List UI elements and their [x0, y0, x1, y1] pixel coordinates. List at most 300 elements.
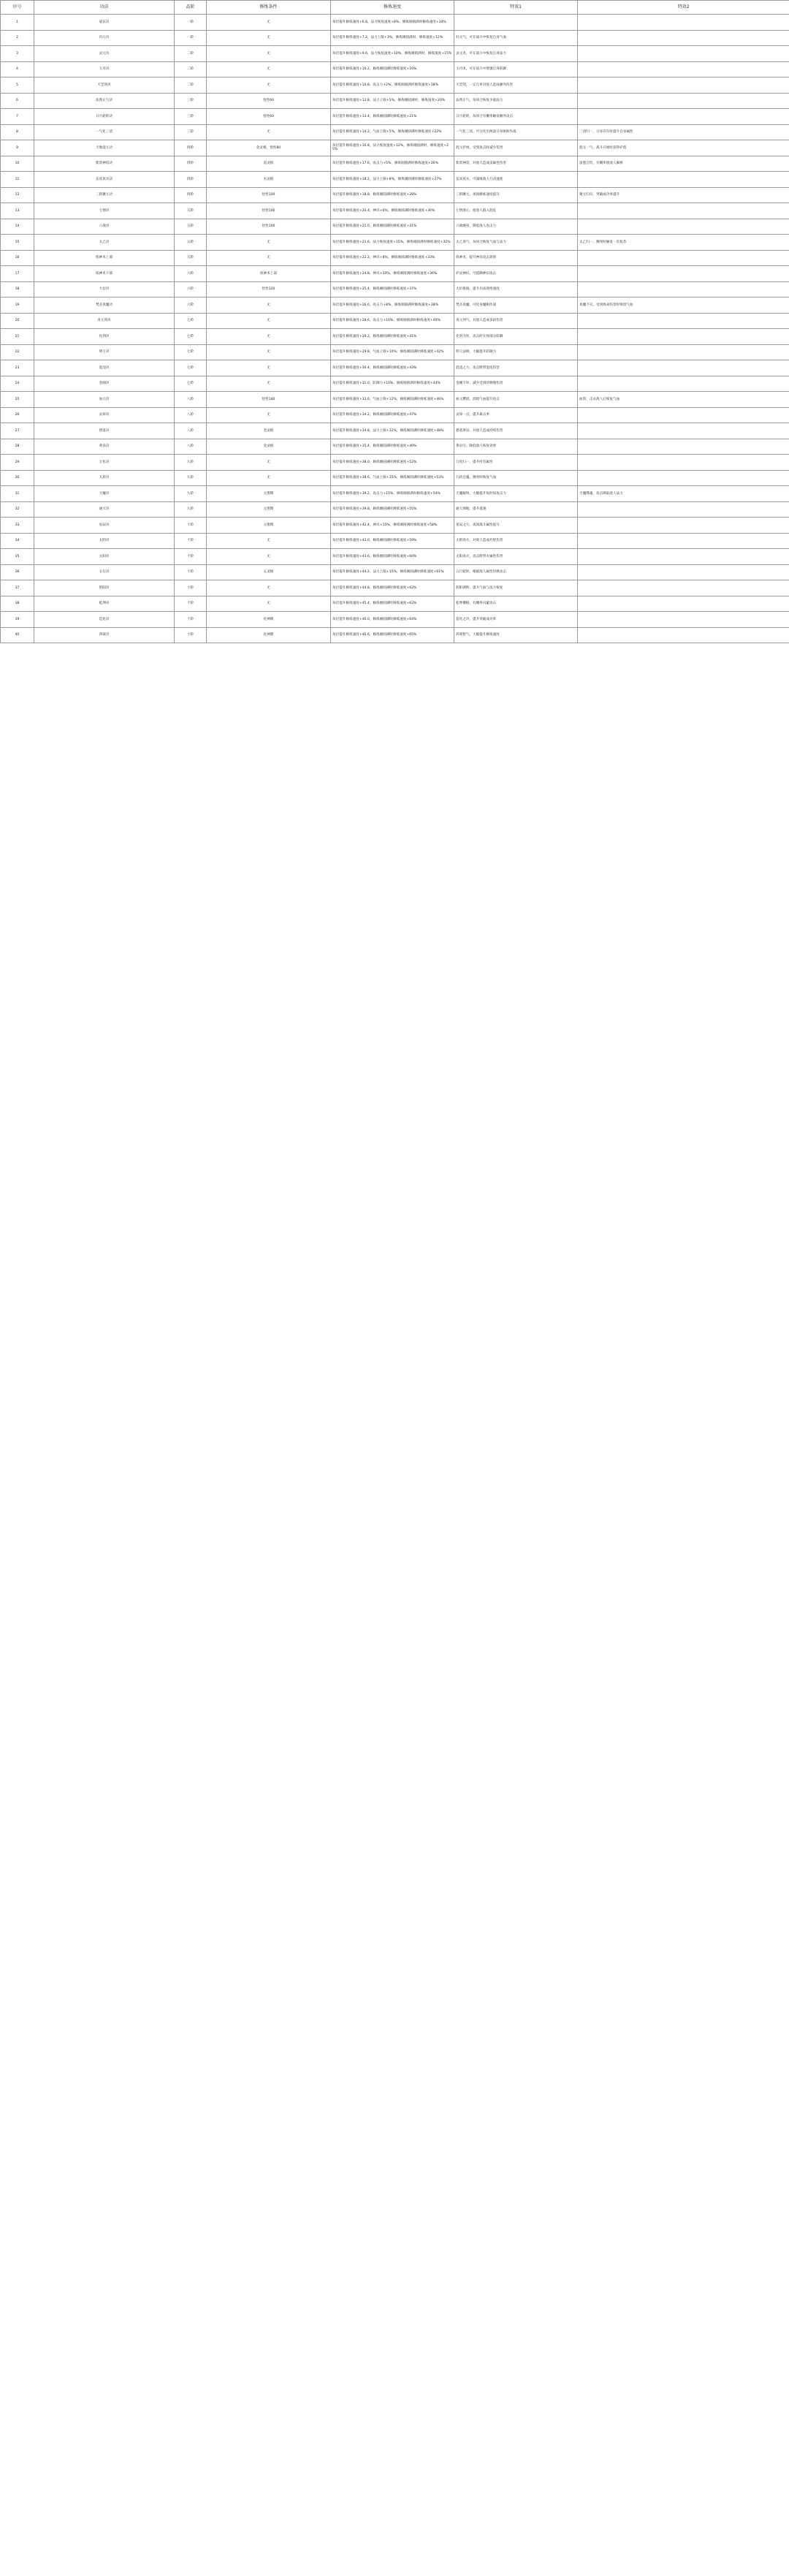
table-row	[1, 549, 789, 565]
cell-effect-1: 太阴真火，对敌人造成灼烧伤害	[454, 533, 578, 549]
cell-index: 37	[1, 580, 34, 596]
cell-condition: 无	[207, 235, 331, 251]
cell-effect-2	[578, 219, 789, 235]
cell-method: 鸿蒙诀	[34, 627, 175, 643]
cell-effect-2	[578, 281, 789, 298]
cell-effect-1: 通天彻地，提升遁速	[454, 501, 578, 518]
cell-effect-1: 归元气，可在战斗中恢复自身气血	[454, 30, 578, 46]
cell-effect-2	[578, 266, 789, 282]
table-row	[1, 564, 789, 580]
cell-condition: 悟性100	[207, 203, 331, 219]
cell-effect-2	[578, 580, 789, 596]
cell-index: 24	[1, 376, 34, 392]
cell-method: 归元功	[34, 30, 175, 46]
cell-speed: 每层提升修炼速度+31.0，防御力+10%，修炼刚圆满时修炼速度+44%	[331, 376, 454, 392]
header-speed: 修炼速度	[331, 1, 454, 15]
cell-condition: 化神期	[207, 627, 331, 643]
cell-condition: 无	[207, 15, 331, 31]
cell-grade: 十阶	[175, 549, 207, 565]
cell-index: 9	[1, 140, 34, 156]
table-row	[1, 77, 789, 94]
cell-speed: 每层提升修炼速度+46.0，修炼刚圆满时修炼速度+64%	[331, 612, 454, 628]
cell-condition: 无	[207, 77, 331, 94]
cell-grade: 五阶	[175, 219, 207, 235]
cell-grade: 二阶	[175, 46, 207, 62]
cell-index: 26	[1, 407, 34, 423]
cell-method: 黄泉诀	[34, 439, 175, 455]
cell-index: 4	[1, 61, 34, 77]
cell-condition: 元婴期	[207, 518, 331, 534]
cell-method: 乾坤诀	[34, 596, 175, 612]
cell-effect-1: 混沌之力，攻击附带混沌伤害	[454, 360, 578, 376]
cell-effect-1: 炼神术，提升神识攻击效果	[454, 250, 578, 266]
cell-speed: 每层提升修炼速度+44.2，法力上限+15%，修炼刚圆满时修炼速度+61%	[331, 564, 454, 580]
cell-index: 31	[1, 486, 34, 502]
table-row	[1, 46, 789, 62]
cell-grade: 一阶	[175, 15, 207, 31]
cell-speed: 每层提升修炼速度+20.4，神识+6%，修炼刚圆满时修炼速度+30%	[331, 203, 454, 219]
table-row	[1, 266, 789, 282]
cell-effect-2	[578, 46, 789, 62]
cell-method: 太阳诀	[34, 549, 175, 565]
cell-condition: 金灵根	[207, 423, 331, 439]
cell-speed: 每层提升修炼速度+16.8，法力恢复速度+12%，修炼刚圆满时，修炼速度+25%	[331, 140, 454, 156]
table-row	[1, 518, 789, 534]
table-row	[1, 580, 789, 596]
cell-method: 日月轮转诀	[34, 109, 175, 125]
cell-grade: 四阶	[175, 140, 207, 156]
table-row	[1, 486, 789, 502]
cell-grade: 九阶	[175, 486, 207, 502]
cell-effect-2	[578, 329, 789, 345]
cell-condition: 无	[207, 250, 331, 266]
cell-effect-1: 碧落黄泉，对敌人造成持续伤害	[454, 423, 578, 439]
cell-effect-1	[454, 15, 578, 31]
table-row	[1, 501, 789, 518]
cell-grade: 九阶	[175, 470, 207, 486]
cell-condition: 悟性140	[207, 392, 331, 408]
cell-effect-2: 太乙归一，濒死时触发一次复苏	[578, 235, 789, 251]
table-row	[1, 423, 789, 439]
cell-effect-1: 鸿蒙紫气，大幅提升修炼速度	[454, 627, 578, 643]
cell-index: 40	[1, 627, 34, 643]
cell-method: 天地混元功	[34, 140, 175, 156]
cell-effect-1: 七情迷心，使敌人陷入混乱	[454, 203, 578, 219]
cell-condition: 悟性100	[207, 219, 331, 235]
cell-effect-1: 一气化三清，可分化出两道分身协助作战	[454, 124, 578, 140]
cell-method: 玄冥真水诀	[34, 172, 175, 188]
table-row	[1, 329, 789, 345]
cultivation-methods-table	[0, 0, 789, 643]
cell-condition: 无	[207, 533, 331, 549]
cell-grade: 十阶	[175, 612, 207, 628]
cell-index: 29	[1, 455, 34, 471]
cell-index: 22	[1, 344, 34, 360]
table-row	[1, 203, 789, 219]
cell-effect-2	[578, 518, 789, 534]
cell-index: 33	[1, 518, 34, 534]
cell-method: 太乙诀	[34, 235, 175, 251]
cell-speed: 每层提升修炼速度+33.6，气血上限+12%，修炼刚圆满时修炼速度+46%	[331, 392, 454, 408]
cell-condition: 金灵根	[207, 439, 331, 455]
cell-effect-2: 雷霆万钧，有概率使敌人麻痹	[578, 156, 789, 172]
table-row	[1, 61, 789, 77]
cell-speed: 每层提升修炼速度+38.0，修炼刚圆满时修炼速度+52%	[331, 455, 454, 471]
cell-effect-1: 玄冥真水，可减缓敌人行动速度	[454, 172, 578, 188]
cell-method: 造化诀	[34, 612, 175, 628]
cell-effect-1: 黄泉引，降低敌人恢复效果	[454, 439, 578, 455]
cell-speed: 每层提升修炼速度+39.2，攻击力+15%，修炼刚圆满时修炼速度+54%	[331, 486, 454, 502]
cell-effect-1: 金刚不坏，减少受到的物理伤害	[454, 376, 578, 392]
cell-effect-2	[578, 344, 789, 360]
cell-method: 血元诀	[34, 392, 175, 408]
cell-method: 灵犀诀	[34, 407, 175, 423]
cell-condition: 无	[207, 313, 331, 329]
cell-method: 明王诀	[34, 344, 175, 360]
cell-index: 15	[1, 235, 34, 251]
cell-index: 25	[1, 392, 34, 408]
cell-condition: 悟性100	[207, 187, 331, 203]
cell-speed: 每层提升修炼速度+25.4，修炼刚圆满时修炼速度+37%	[331, 281, 454, 298]
cell-grade: 六阶	[175, 266, 207, 282]
cell-effect-1: 造化之功，提升突破成功率	[454, 612, 578, 628]
cell-effect-2	[578, 549, 789, 565]
cell-index: 13	[1, 203, 34, 219]
cell-effect-1: 星辰之力，夜间战斗属性提升	[454, 518, 578, 534]
cell-effect-2	[578, 77, 789, 94]
cell-grade: 十阶	[175, 627, 207, 643]
cell-condition: 无	[207, 407, 331, 423]
cell-condition: 化神期	[207, 612, 331, 628]
cell-index: 11	[1, 172, 34, 188]
cell-grade: 七阶	[175, 344, 207, 360]
cell-grade: 七阶	[175, 360, 207, 376]
cell-effect-2: 天魔噬魂，攻击吸取敌人法力	[578, 486, 789, 502]
cell-effect-2	[578, 564, 789, 580]
cell-method: 碧落诀	[34, 423, 175, 439]
cell-speed: 每层提升修炼速度+12.8，法力上限+5%，修炼刚圆满时，修炼速度+20%	[331, 93, 454, 109]
header-grade: 品阶	[175, 1, 207, 15]
cell-index: 38	[1, 596, 34, 612]
cell-index: 20	[1, 313, 34, 329]
cell-effect-1: 血元燃烧，消耗气血提升攻击	[454, 392, 578, 408]
cell-method: 大衍诀	[34, 281, 175, 298]
cell-effect-1: 玉丹术，可在战斗中增强自身防御	[454, 61, 578, 77]
table-row	[1, 93, 789, 109]
cell-speed: 每层提升修炼速度+22.2，神识+8%，修炼刚圆满时修炼速度+33%	[331, 250, 454, 266]
table-row	[1, 219, 789, 235]
cell-speed: 每层提升修炼速度+26.0，攻击力+8%，修炼刚圆满时修炼速度+38%	[331, 298, 454, 314]
cell-speed: 每层提升修炼速度+28.6，攻击力+10%，修炼刚圆满时修炼速度+40%	[331, 313, 454, 329]
cell-grade: 八阶	[175, 423, 207, 439]
cell-grade: 三阶	[175, 93, 207, 109]
cell-speed: 每层提升修炼速度+43.0，修炼刚圆满时修炼速度+59%	[331, 533, 454, 549]
cell-speed: 每层提升修炼速度+34.2，修炼刚圆满时修炼速度+47%	[331, 407, 454, 423]
cell-grade: 二阶	[175, 77, 207, 94]
cell-index: 14	[1, 219, 34, 235]
cell-grade: 八阶	[175, 392, 207, 408]
cell-index: 34	[1, 533, 34, 549]
header-effect-1: 特效1	[454, 1, 578, 15]
cell-effect-1: 大衍推演，提升功法领悟速度	[454, 281, 578, 298]
cell-grade: 九阶	[175, 455, 207, 471]
cell-speed: 每层提升修炼速度+17.6，攻击力+5%，修炼刚圆满时修炼速度+26%	[331, 156, 454, 172]
cell-index: 1	[1, 15, 34, 31]
cell-speed: 每层提升修炼速度+6.8，法力恢复速度+8%，修炼刚圆满时修炼速度+10%	[331, 15, 454, 31]
cell-index: 2	[1, 30, 34, 46]
table-row	[1, 15, 789, 31]
table-row	[1, 298, 789, 314]
cell-method: 道玄诀	[34, 15, 175, 31]
cell-speed: 每层提升修炼速度+38.6，气血上限+15%，修炼刚圆满时修炼速度+53%	[331, 470, 454, 486]
cell-index: 35	[1, 549, 34, 565]
cell-index: 7	[1, 109, 34, 125]
cell-method: 灵元功	[34, 46, 175, 62]
cell-effect-2	[578, 407, 789, 423]
cell-speed: 每层提升修炼速度+29.8，气血上限+10%，修炼刚圆满时修炼速度+42%	[331, 344, 454, 360]
cell-effect-1: 九转还魂，濒死时恢复气血	[454, 470, 578, 486]
header-row	[1, 1, 789, 15]
cell-grade: 十阶	[175, 564, 207, 580]
cell-effect-2	[578, 612, 789, 628]
cell-grade: 四阶	[175, 172, 207, 188]
cell-grade: 四阶	[175, 187, 207, 203]
cell-effect-2: 血祭，击杀敌人后恢复气血	[578, 392, 789, 408]
cell-speed: 每层提升修炼速度+18.2，法力上限+8%，修炼刚圆满时修炼速度+27%	[331, 172, 454, 188]
cell-effect-2: 三清归一，分身存在时提升自身属性	[578, 124, 789, 140]
cell-speed: 每层提升修炼速度+13.4，修炼刚圆满时修炼速度+21%	[331, 109, 454, 125]
cell-method: 七情诀	[34, 203, 175, 219]
spreadsheet	[0, 0, 789, 643]
cell-effect-2	[578, 250, 789, 266]
cell-effect-2	[578, 203, 789, 219]
cell-speed: 每层提升修炼速度+46.6，修炼刚圆满时修炼速度+65%	[331, 627, 454, 643]
cell-effect-1: 化剑为丝，攻击时无视部分防御	[454, 329, 578, 345]
cell-effect-2	[578, 109, 789, 125]
cell-method: 九转诀	[34, 470, 175, 486]
table-row	[1, 439, 789, 455]
cell-effect-1: 灵元术，可在战斗中恢复自身法力	[454, 46, 578, 62]
cell-method: 青元剑诀	[34, 313, 175, 329]
cell-speed: 每层提升修炼速度+9.6，法力恢复速度+10%，修炼刚圆满时，修炼速度+15%	[331, 46, 454, 62]
cell-effect-2	[578, 596, 789, 612]
cell-index: 30	[1, 470, 34, 486]
cell-effect-1: 三阴聚元，夜间修炼速度提升	[454, 187, 578, 203]
cell-condition: 无	[207, 455, 331, 471]
cell-method: 太阴诀	[34, 533, 175, 549]
cell-condition: 金灵根，悟性80	[207, 140, 331, 156]
cell-condition: 无	[207, 298, 331, 314]
cell-speed: 每层提升修炼速度+34.8，法力上限+12%，修炼刚圆满时修炼速度+48%	[331, 423, 454, 439]
cell-method: 一气化三清	[34, 124, 175, 140]
cell-grade: 三阶	[175, 109, 207, 125]
cell-effect-1: 太阳真火，攻击附带火属性伤害	[454, 549, 578, 565]
table-row	[1, 109, 789, 125]
cell-method: 阴阳诀	[34, 580, 175, 596]
cell-method: 天罡剑诀	[34, 77, 175, 94]
cell-condition: 悟性60	[207, 109, 331, 125]
table-row	[1, 612, 789, 628]
cell-index: 18	[1, 281, 34, 298]
cell-index: 5	[1, 77, 34, 94]
cell-condition: 元婴期	[207, 501, 331, 518]
cell-index: 39	[1, 612, 34, 628]
cell-method: 五行诀	[34, 564, 175, 580]
cell-speed: 每层提升修炼速度+14.2，气血上限+5%，修炼刚圆满时修炼速度+22%	[331, 124, 454, 140]
cell-index: 10	[1, 156, 34, 172]
cell-grade: 七阶	[175, 313, 207, 329]
cell-grade: 八阶	[175, 439, 207, 455]
header-index: 序号	[1, 1, 34, 15]
cell-condition: 元婴期	[207, 486, 331, 502]
cell-method: 炼神术上部	[34, 250, 175, 266]
cell-condition: 无	[207, 124, 331, 140]
cell-condition: 无	[207, 360, 331, 376]
cell-effect-2	[578, 470, 789, 486]
cell-grade: 四阶	[175, 156, 207, 172]
cell-method: 六欲诀	[34, 219, 175, 235]
cell-index: 23	[1, 360, 34, 376]
cell-index: 36	[1, 564, 34, 580]
header-method: 功法	[34, 1, 175, 15]
cell-effect-1: 青元剑气，对敌人造成多段伤害	[454, 313, 578, 329]
cell-effect-1: 护灵神识，可抵御神识攻击	[454, 266, 578, 282]
header-condition: 修炼条件	[207, 1, 331, 15]
table-row	[1, 140, 789, 156]
table-row	[1, 313, 789, 329]
cell-effect-1: 灵犀一点，提升暴击率	[454, 407, 578, 423]
cell-effect-2	[578, 376, 789, 392]
cell-condition: 水灵根	[207, 172, 331, 188]
cell-condition: 无	[207, 344, 331, 360]
table-row	[1, 156, 789, 172]
table-row	[1, 596, 789, 612]
cell-index: 12	[1, 187, 34, 203]
table-row	[1, 392, 789, 408]
cell-effect-1: 紫霄神雷，对敌人造成雷属性伤害	[454, 156, 578, 172]
cell-method: 玉丹诀	[34, 61, 175, 77]
table-row	[1, 30, 789, 46]
cell-method: 金刚诀	[34, 376, 175, 392]
cell-method: 法然正气诀	[34, 93, 175, 109]
cell-grade: 七阶	[175, 376, 207, 392]
cell-effect-2	[578, 455, 789, 471]
table-row	[1, 376, 789, 392]
cell-speed: 每层提升修炼速度+10.2，修炼刚圆满时修炼速度+16%	[331, 61, 454, 77]
cell-method: 化剑诀	[34, 329, 175, 345]
table-row	[1, 470, 789, 486]
cell-method: 天魔诀	[34, 486, 175, 502]
cell-condition: 无	[207, 470, 331, 486]
cell-grade: 七阶	[175, 329, 207, 345]
cell-effect-2	[578, 93, 789, 109]
cell-condition: 悟性120	[207, 281, 331, 298]
table-row	[1, 533, 789, 549]
cell-condition: 无	[207, 329, 331, 345]
cell-method: 紫霄神雷诀	[34, 156, 175, 172]
cell-grade: 二阶	[175, 61, 207, 77]
header-effect-2: 特效2	[578, 1, 789, 15]
cell-effect-2: 真魔不灭，受到致命伤害时保留气血	[578, 298, 789, 314]
cell-method: 梵圣真魔功	[34, 298, 175, 314]
cell-effect-2	[578, 439, 789, 455]
cell-effect-2	[578, 533, 789, 549]
cell-method: 万化诀	[34, 455, 175, 471]
cell-grade: 五阶	[175, 250, 207, 266]
cell-index: 8	[1, 124, 34, 140]
cell-index: 27	[1, 423, 34, 439]
cell-grade: 九阶	[175, 501, 207, 518]
cell-index: 6	[1, 93, 34, 109]
cell-grade: 五阶	[175, 203, 207, 219]
cell-effect-2	[578, 423, 789, 439]
cell-effect-1: 法然正气，每回合恢复少量法力	[454, 93, 578, 109]
cell-speed: 每层提升修炼速度+35.4，修炼刚圆满时修炼速度+49%	[331, 439, 454, 455]
cell-speed: 每层提升修炼速度+29.2，修炼刚圆满时修炼速度+41%	[331, 329, 454, 345]
cell-effect-2: 混元一气，战斗开始时获得护盾	[578, 140, 789, 156]
cell-grade: 六阶	[175, 281, 207, 298]
cell-grade: 十阶	[175, 580, 207, 596]
table-row	[1, 172, 789, 188]
cell-grade: 六阶	[175, 298, 207, 314]
cell-index: 19	[1, 298, 34, 314]
cell-speed: 每层提升修炼速度+30.4，修炼刚圆满时修炼速度+43%	[331, 360, 454, 376]
cell-speed: 每层提升修炼速度+21.6，法力恢复速度+15%，修炼刚圆满时修炼速度+32%	[331, 235, 454, 251]
cell-effect-2	[578, 172, 789, 188]
table-row	[1, 187, 789, 203]
cell-method: 星辰诀	[34, 518, 175, 534]
cell-speed: 每层提升修炼速度+42.4，神识+15%，修炼刚圆满时修炼速度+58%	[331, 518, 454, 534]
cell-condition: 无	[207, 376, 331, 392]
cell-effect-1: 梵圣真魔，可化身魔相作战	[454, 298, 578, 314]
table-body	[1, 15, 789, 643]
cell-index: 17	[1, 266, 34, 282]
table-row	[1, 250, 789, 266]
cell-speed: 每层提升修炼速度+39.8，修炼刚圆满时修炼速度+55%	[331, 501, 454, 518]
cell-speed: 每层提升修炼速度+21.0，修炼刚圆满时修炼速度+31%	[331, 219, 454, 235]
cell-speed: 每层提升修炼速度+7.2，法力上限+3%，修炼刚圆满时，修炼速度+12%	[331, 30, 454, 46]
cell-condition: 无	[207, 30, 331, 46]
cell-grade: 十阶	[175, 596, 207, 612]
cell-effect-1: 五行轮转，根据敌人属性切换攻击	[454, 564, 578, 580]
table-row	[1, 407, 789, 423]
cell-grade: 八阶	[175, 407, 207, 423]
cell-condition: 无	[207, 61, 331, 77]
cell-condition: 雷灵根	[207, 156, 331, 172]
cell-grade: 十阶	[175, 533, 207, 549]
cell-condition: 无	[207, 596, 331, 612]
cell-method: 通天诀	[34, 501, 175, 518]
table-row	[1, 344, 789, 360]
cell-effect-2	[578, 313, 789, 329]
cell-condition: 无	[207, 580, 331, 596]
cell-index: 28	[1, 439, 34, 455]
cell-effect-2: 聚元归宗，突破成功率提升	[578, 187, 789, 203]
cell-effect-1: 六欲缠身，降低敌人攻击力	[454, 219, 578, 235]
cell-index: 16	[1, 250, 34, 266]
cell-speed: 每层提升修炼速度+44.8，修炼刚圆满时修炼速度+62%	[331, 580, 454, 596]
cell-effect-1: 天魔解体，大幅提升短时间攻击力	[454, 486, 578, 502]
cell-grade: 五阶	[175, 235, 207, 251]
table-row	[1, 627, 789, 643]
cell-method: 混沌诀	[34, 360, 175, 376]
table-row	[1, 455, 789, 471]
cell-effect-1: 日月轮转，每回合有概率触发额外攻击	[454, 109, 578, 125]
table-row	[1, 124, 789, 140]
cell-speed: 每层提升修炼速度+43.6，修炼刚圆满时修炼速度+60%	[331, 549, 454, 565]
cell-index: 3	[1, 46, 34, 62]
cell-effect-2	[578, 15, 789, 31]
